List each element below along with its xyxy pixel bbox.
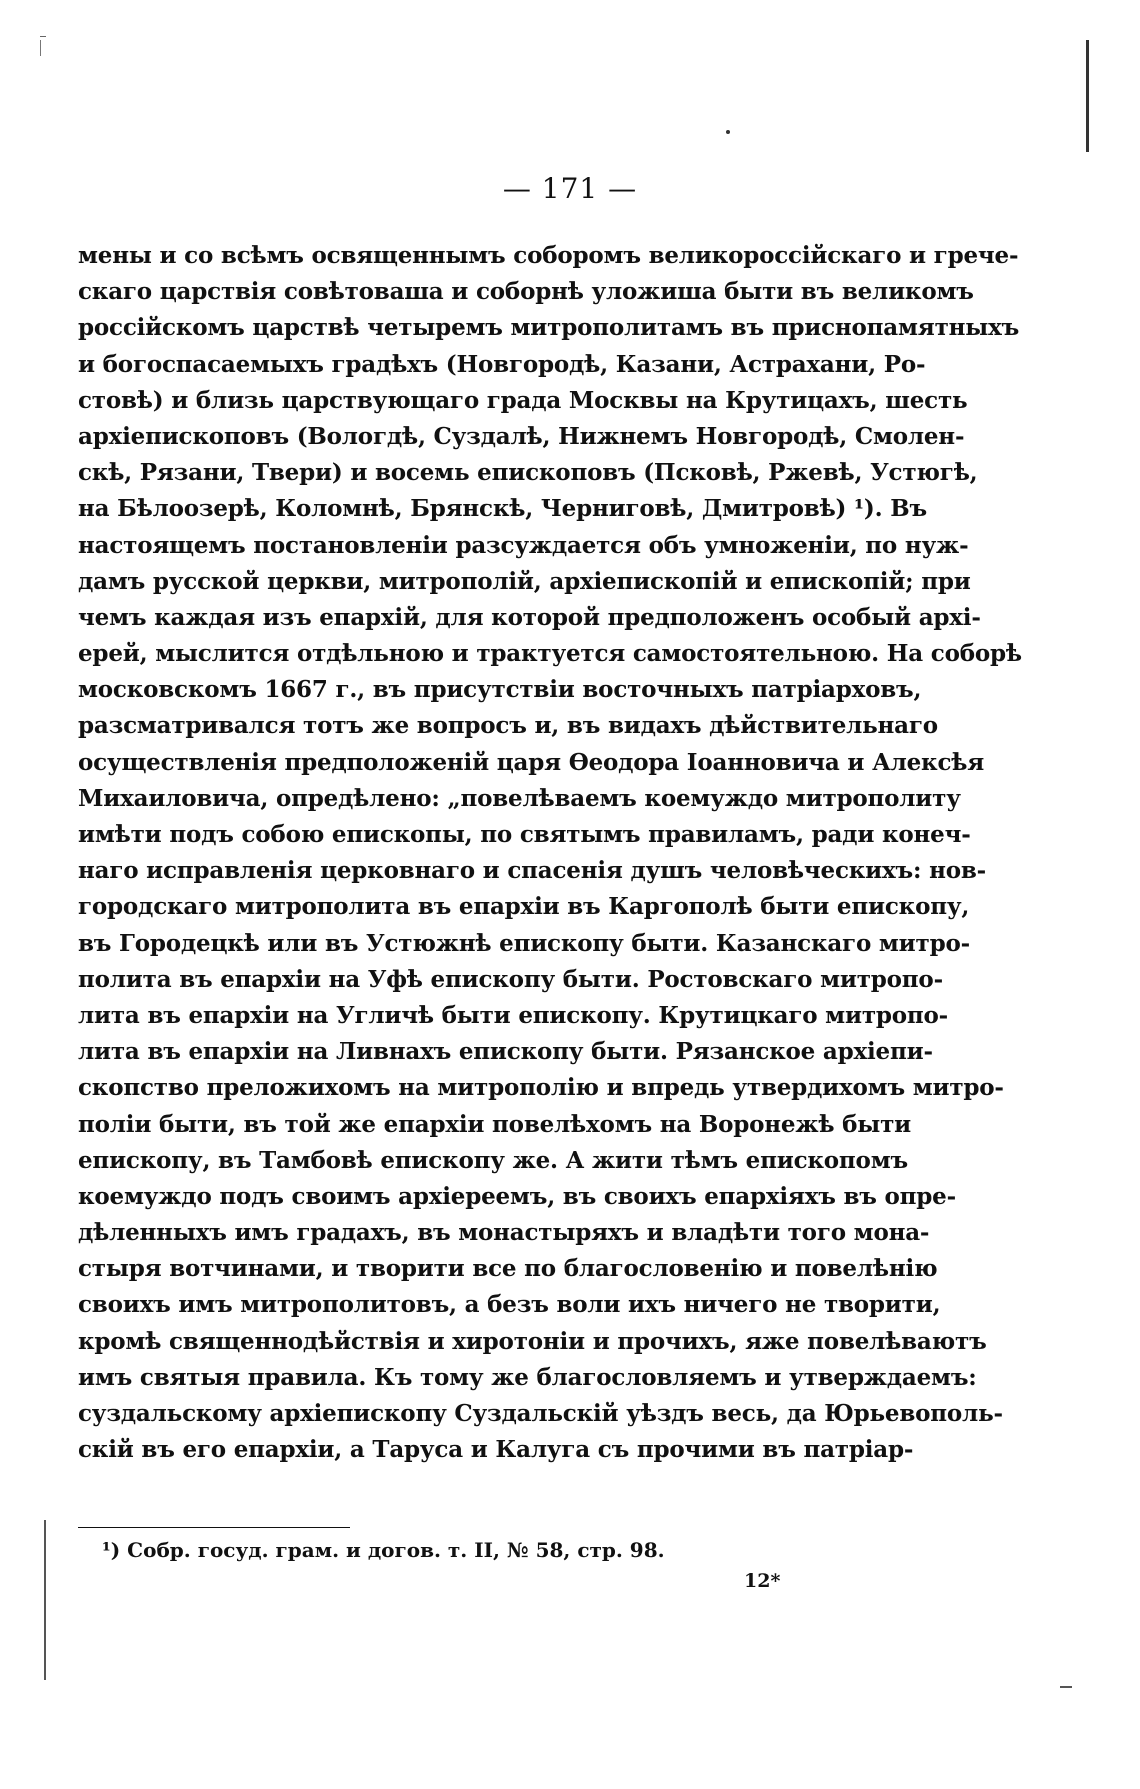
text-line: настоящемъ постановленіи разсуждается объ умноженіи, по нуж- — [78, 531, 969, 559]
binding-edge-line — [1086, 40, 1089, 152]
text-line: россійскомъ царствѣ четыремъ митрополитамъ въ приснопамятныхъ — [78, 314, 1020, 342]
text-line: московскомъ 1667 г., въ присутствіи восточныхъ патріарховъ, — [78, 676, 922, 704]
text-line: скаго царствія совѣтоваша и соборнѣ уложиша быти въ великомъ — [78, 278, 974, 306]
text-line: кромѣ священнодѣйствія и хиротоніи и прочихъ, яже повелѣваютъ — [78, 1327, 987, 1355]
text-line: на Бѣлоозерѣ, Коломнѣ, Брянскѣ, Черниговѣ, Дмитровѣ) ¹). Въ — [78, 495, 927, 523]
text-line: разсматривался тотъ же вопросъ и, въ видахъ дѣйствительнаго — [78, 712, 938, 740]
text-line: Михаиловича, опредѣлено: „повелѣваемъ коемуждо митрополиту — [78, 784, 961, 812]
text-line: наго исправленія церковнаго и спасенія душъ человѣческихъ: нов- — [78, 857, 986, 885]
text-line: ерей, мыслится отдѣльною и трактуется самостоятельною. На соборѣ — [78, 640, 1022, 668]
text-line: и богоспасаемыхъ градѣхъ (Новгородѣ, Казани, Астрахани, Ро- — [78, 350, 926, 378]
text-line: коемуждо подъ своимъ архіереемъ, въ своихъ епархіяхъ въ опре- — [78, 1182, 956, 1210]
text-line: епископу, въ Тамбовѣ епископу же. А жити тѣмъ епископомъ — [78, 1146, 908, 1174]
scan-mark — [40, 40, 41, 56]
text-line: мены и со всѣмъ освященнымъ соборомъ великороссійскаго и грече- — [78, 242, 1019, 269]
signature-mark: 12* — [744, 1570, 781, 1592]
footnote-rule — [78, 1527, 350, 1528]
text-line: въ Городецкѣ или въ Устюжнѣ епископу быти. Казанскаго митро- — [78, 929, 970, 957]
text-line: скѣ, Рязани, Твери) и восемь епископовъ (Псковѣ, Ржевѣ, Устюгѣ, — [78, 459, 978, 487]
binding-edge-line — [44, 1520, 46, 1680]
scan-mark — [40, 36, 46, 37]
text-line: дамъ русской церкви, митрополій, архіепископій и епископій; при — [78, 567, 971, 595]
text-line: суздальскому архіепископу Суздальскій уѣздъ весь, да Юрьевополь- — [78, 1400, 1003, 1427]
text-line: лита въ епархіи на Ливнахъ епископу быти. Рязанское архіепи- — [78, 1038, 933, 1066]
page-number: — 171 — — [502, 172, 638, 205]
scan-speck — [726, 130, 730, 134]
body-text — [78, 238, 1022, 1468]
text-line: осуществленія предположеній царя Ѳеодора Іоанновича и Алексѣя — [78, 748, 985, 776]
text-line: лита въ епархіи на Угличѣ быти епископу. Крутицкаго митропо- — [78, 1001, 949, 1029]
text-line: полита въ епархіи на Уфѣ епископу быти. Ростовскаго митропо- — [78, 965, 943, 993]
text-line: скопство преложихомъ на митрополію и впредь утвердихомъ митро- — [78, 1074, 1004, 1102]
text-line: архіепископовъ (Вологдѣ, Суздалѣ, Нижнемъ Новгородѣ, Смолен- — [78, 422, 965, 450]
text-line: своихъ имъ митрополитовъ, а безъ воли ихъ ничего не творити, — [78, 1291, 941, 1319]
text-line: имѣти подъ собою епископы, по святымъ правиламъ, ради конеч- — [78, 821, 971, 848]
text-line: стыря вотчинами, и творити все по благословенію и повелѣнію — [78, 1255, 938, 1283]
text-line: имъ святыя правила. Къ тому же благословляемъ и утверждаемъ: — [78, 1363, 977, 1391]
text-line: дѣленныхъ имъ градахъ, въ монастыряхъ и владѣти того мона- — [78, 1219, 930, 1247]
text-line: стовѣ) и близь царствующаго града Москвы на Крутицахъ, шесть — [78, 386, 968, 414]
text-line: городскаго митрополита въ епархіи въ Каргополѣ быти епископу, — [78, 893, 970, 921]
scan-speck — [1060, 1686, 1072, 1688]
text-line: чемъ каждая изъ епархій, для которой предположенъ особый архі- — [78, 603, 981, 631]
footnote: ¹) Собр. госуд. грам. и догов. т. II, № 58, стр. 98. — [102, 1538, 665, 1562]
text-line: скій въ его епархіи, а Таруса и Калуга съ прочими въ патріар- — [78, 1436, 914, 1464]
text-line: поліи быти, въ той же епархіи повелѣхомъ на Воронежѣ быти — [78, 1110, 912, 1138]
